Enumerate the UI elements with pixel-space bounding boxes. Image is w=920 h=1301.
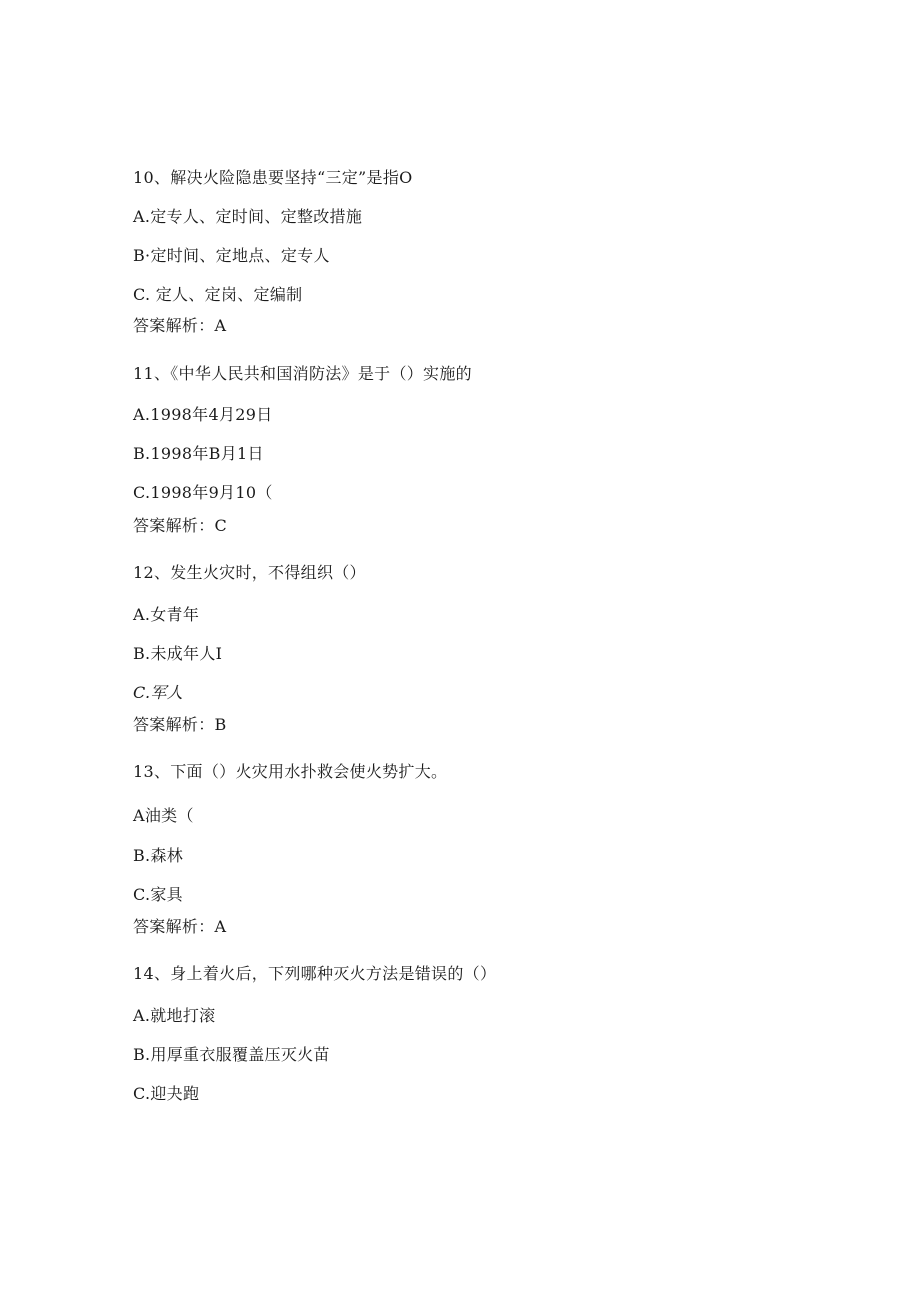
question-14-option-c: C.迎夬跑: [133, 1084, 200, 1103]
question-12-option-c: C.军人: [133, 683, 183, 702]
question-12-stem: 12、发生火灾时，不得组织（）: [133, 563, 366, 582]
question-10-stem: 10、解决火险隐患要坚持“三定”是指O: [133, 168, 413, 187]
question-14-option-a: A.就地打滚: [133, 1006, 216, 1025]
question-11-stem: 11、《中华人民共和国消防法》是于（）实施的: [133, 364, 472, 383]
question-12-option-a: A.女青年: [133, 605, 200, 624]
question-10-answer: 答案解析：A: [133, 316, 227, 335]
question-13-option-c: C.家具: [133, 885, 183, 904]
question-12-option-b: B.未成年人I: [133, 644, 223, 663]
question-13-option-a: A油类（: [133, 806, 194, 825]
question-10-option-a: A.定专人、定时间、定整改措施: [133, 207, 363, 226]
question-10-option-c: C. 定人、定岗、定编制: [133, 285, 303, 304]
question-12-answer: 答案解析：B: [133, 715, 227, 734]
question-13-option-b: B.森林: [133, 846, 184, 865]
question-11-answer: 答案解析：C: [133, 516, 228, 535]
question-14-option-b: B.用厚重衣服覆盖压灭火苗: [133, 1045, 330, 1064]
question-13-stem: 13、下面（）火灾用水扑救会使火势扩大。: [133, 762, 448, 781]
question-11-option-a: A.1998年4月29日: [133, 405, 273, 424]
question-11-option-b: B.1998年B月1日: [133, 444, 264, 463]
question-11-option-c: C.1998年9月10（: [133, 483, 273, 502]
question-13-answer: 答案解析：A: [133, 917, 227, 936]
question-10-option-b: B·定时间、定地点、定专人: [133, 246, 330, 265]
question-14-stem: 14、身上着火后，下列哪种灭火方法是错误的（）: [133, 964, 497, 983]
